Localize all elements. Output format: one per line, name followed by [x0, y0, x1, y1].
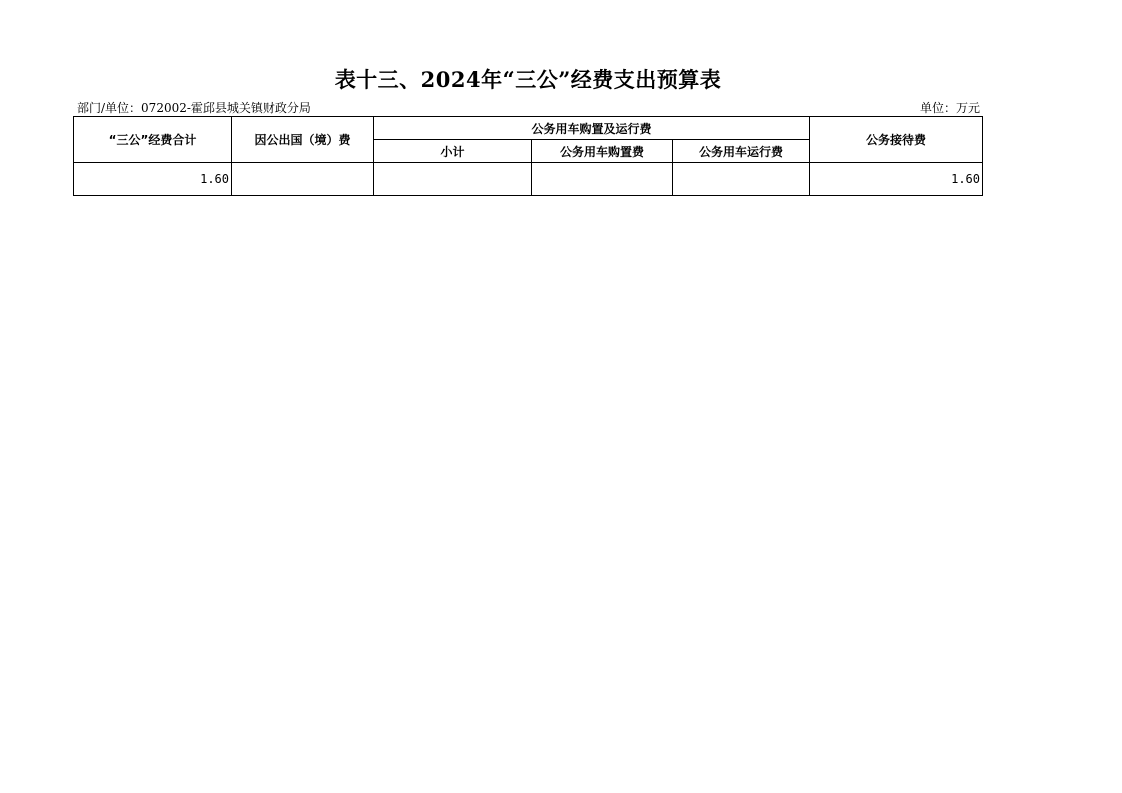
header-vehicle-group: 公务用车购置及运行费: [374, 117, 810, 140]
header-row-1: [74, 117, 983, 140]
unit-label: 单位：万元: [919, 101, 980, 115]
cell-overseas: [232, 163, 374, 196]
page-title: 表十三、2024年“三公”经费支出预算表: [334, 67, 722, 92]
budget-table: [73, 116, 983, 196]
cell-vehicle-operation: [673, 163, 810, 196]
table-row: [74, 163, 983, 196]
header-reception: 公务接待费: [810, 117, 983, 163]
cell-vehicle-purchase: [532, 163, 673, 196]
cell-total: 1.60: [74, 163, 232, 196]
header-subtotal: 小计: [374, 140, 532, 163]
cell-reception: 1.60: [810, 163, 983, 196]
header-vehicle-operation: 公务用车运行费: [673, 140, 810, 163]
header-total: “三公”经费合计: [74, 117, 232, 163]
header-vehicle-purchase: 公务用车购置费: [532, 140, 673, 163]
department-label: 部门/单位：072002-霍邱县城关镇财政分局: [77, 101, 311, 115]
header-overseas: 因公出国（境）费: [232, 117, 374, 163]
cell-subtotal: [374, 163, 532, 196]
